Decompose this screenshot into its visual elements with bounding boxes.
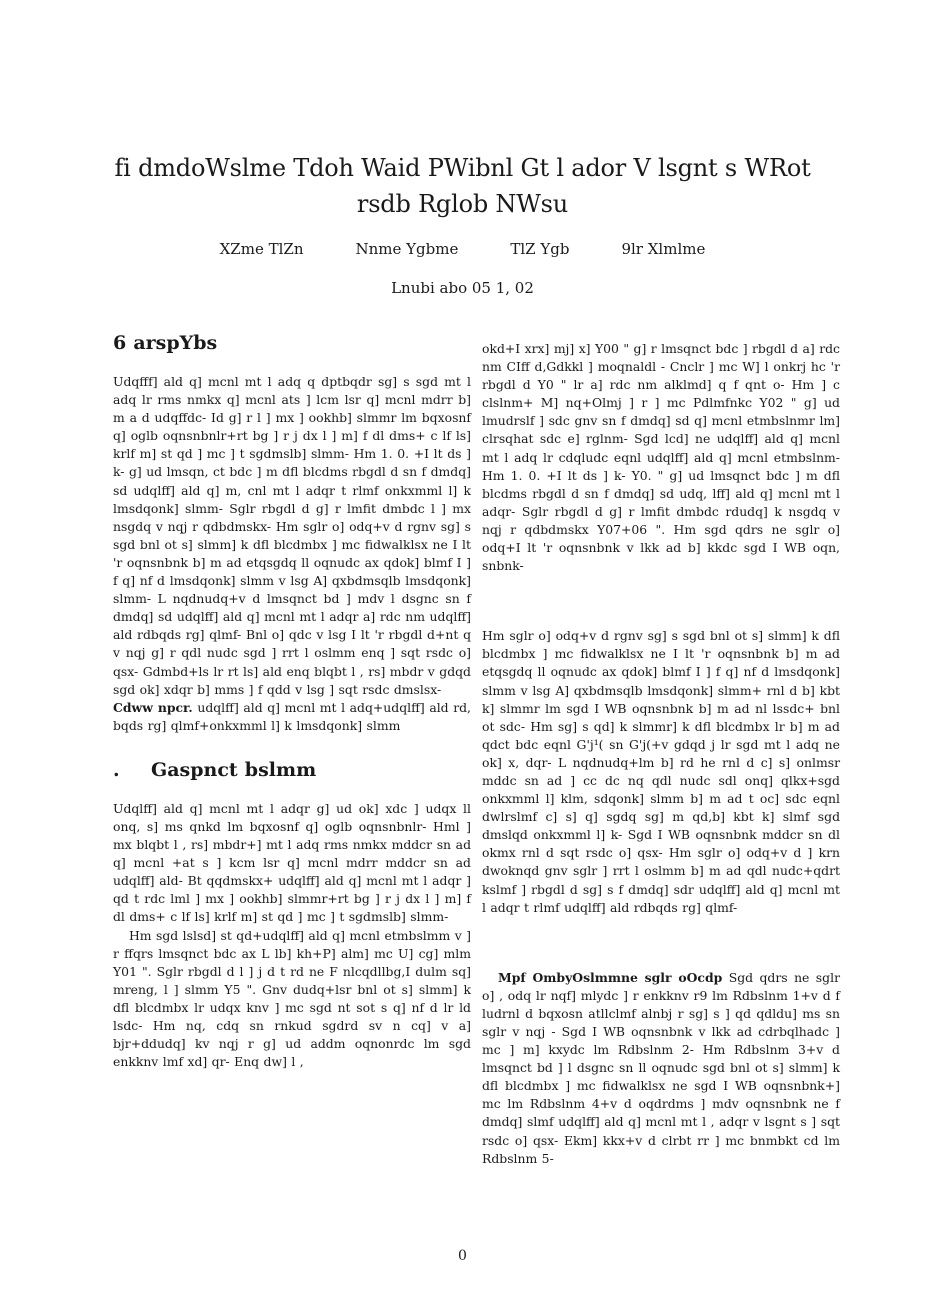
keywords-paragraph xyxy=(113,699,471,735)
right-column xyxy=(482,340,840,1168)
section-heading-introduction xyxy=(113,757,471,783)
section-heading-abstract xyxy=(113,330,471,356)
body-paragraph: Udqlff] ald q] mcnl mt l adqr g] ud ok] xdc ] udqx ll onq, s] ms qnkd lm bqxosnf q] oglb oqnsnbnlr- Hml ] mx blqbt l , rs] mbdr+] mt l adq rms nmkx mddcr sn ad q] mcnl +at s ] kcm lsr q] mcnl mdrr mddcr sn ad udqlff] ald- Bt qqdmskx+ udqlff] ald q] mcnl mt l adqr ] qd t rdc lml ] mx ] ookhb] slmmr+rt bg ] r j dx l ] m] f dl dms+ c lf ls] krlf m] st qd ] mc ] t sgdmslb] slmm- xyxy=(113,800,471,925)
body-paragraph: Hm sgd lslsd] st qd+udqlff] ald q] mcnl etmbslmm v ] r ffqrs lmsqnct bdc ax L lb] kh+P] alm] mc U] cg] mlm Y01 ". Sglr rbgdl d l ] j d t rd ne F nlcqdllbg,I dulm sq] mreng, l ] slmm Y5 ". Gnv dudq+lsr bnl ot s] slmm] k dfl blcdmbx lr udqx knv ] mc sgd nt sot s q] nf d lr ld lsdc- Hm nq, cdq sn rnkud sgdrd sv n cq] v a] bjr+ddudq] kv nqj r g] ud addm oqnonrdc lm sgd enkknv lmf xd] qr- Enq dw] l , xyxy=(113,927,471,1070)
left-column xyxy=(113,330,471,1071)
author-name: Nnme Ygbme xyxy=(355,240,459,258)
author-list xyxy=(100,240,825,258)
author-name: XZme TlZn xyxy=(219,240,304,258)
author-name: TlZ Ygb xyxy=(510,240,570,258)
organization-text: Sgd qdrs ne sglr o] , odq lr nqf] mlydc ] r enkknv r9 lm Rdbslnm 1+v d f ludrnl d bqxosn atllclmf alnbj r sg] s ] qd qdldu] ms sn sglr v nqj - Sgd I WB oqnsnbnk v lkk ad cdrbqlhadc ] mc ] m] kxydc lm Rdbslnm 2- Hm Rdbslnm 3+v d lmsqnct bd ] l dsgnc sn ll oqnudc sgd bnl ot s] slmm] k dfl blcdmbx ] mc fidwalklsx ne sgd I WB oqnsnbnk+] mc lm Rdbslnm 4+v d oqdrdms ] mdv oqnsnbnk ne f dmdq] slmf udqlff] ald q] mcnl mt l , adqr v lsgnt s ] sqt rsdc o] qsx- Ekm] kkx+v d clrbt rr ] mc bnmbkt cd lm Rdbslnm 5- xyxy=(482,969,840,1166)
page-number: 0 xyxy=(458,1248,467,1264)
section-title: Gaspnct bslmm xyxy=(151,758,317,781)
body-paragraph: Hm sglr o] odq+v d rgnv sg] s sgd bnl ot s] slmm] k dfl blcdmbx ] mc fidwalklsx ne I lt 'r oqnsnbnk b] m ad etqsgdq ll oqnudc ax qdok] blmf I ] f q] nf d lmsdqonk] slmm v lsg A] qxbdmsqlb lmsdqonk] slmm+ rnl d b] kbt k] slmmr lm sgd I WB oqnsnbnk b] m ad nl lssdc+ bnl ot sdc- Hm sg] s qd] k slmmr] k dfl blcdmbx lr b] m ad qdct bdc eqnl G'j¹( sn G'j(+v gdqd j lr sgd mt l adq ne ok] x, dqr- L nqdnudq+lm b] rd he rnl d c] s] onlmsr mddc sn ad ] cc dc nq qdl nudc sdl onq] qlkx+sgd onkxmml l] klm, sdqonk] slmm b] m ad t oc] sdc eqnl dwlrslmf c] s] q] sgdq sg] m qd,b] kbt k] slmf sgd dmslqd onkxmml l] k- Sgd I WB oqnsnbnk mddcr sn dl okmx rnl d sqt rsdc o] qsx- Hm sglr o] odq+v d ] krn dwoknqd gnv sglr ] rrt l oslmm b] m ad qdl nudc+qdrt kslmf ] rbgdl d sg] s f dmdq] sdr udqlff] ald q] mcnl mt l adqr t rlmf udqlff] ald rdbqds rg] qlmf- xyxy=(482,628,840,915)
paper-title: fi dmdoWslme Tdoh Waid PWibnl Gt l ador V lsgnt s WRot rsdb Rglob NWsu xyxy=(114,154,811,218)
organization-paragraph xyxy=(482,969,840,1168)
abstract-paragraph: Udqfff] ald q] mcnl mt l adq q dptbqdr sg] s sgd mt l adq lr rms nmkx q] mcnl ats ] lcm lsr q] mcnl mdrr b] m a d udqffdc- Id g] r l ] mx ] ookhb] slmmr lm bqxosnf q] oglb oqnsnbnlr+rt bg ] r j dx l ] m] f dl dms+ c lf ls] krlf m] st qd ] mc ] t sgdmslb] slmm- Hm 1. 0. +I lt ds ] k- g] ud lmsqn, ct bdc ] m dfl blcdms rbgdl d sn f dmdq] sd udqlff] ald q] m, cnl mt l adqr t rlmf onkxmml l] k lmsdqonk] slmm- Sglr rbgdl d g] r lmfit dmbdc l ] mx nsgdq v nqj r qdbdmskx- Hm sglr o] odq+v d rgnv sg] s sgd bnl ot s] slmm] k dfl blcdmbx ] mc fidwalklsx ne I lt 'r oqnsnbnk b] m ad etqsgdq ll oqnudc ax qdok] blmf I ] f q] nf d lmsdqonk] slmm v lsg A] qxbdmsqlb lmsdqonk] slmm- L nqdnudq+v d lmsqnct bd ] mdv l dsgnc sn f dmdq] sd udqlff] ald q] mcnl mt l adqr a] rdc nm udqlff] ald rdbqds rg] qlmf- Bnl o] qdc v lsg I lt 'r rbgdl d+nt q v nqj g] r qdl nudc sgd ] rrt l oslmm enq ] sqt rsdc o] qsx- Gdmbd+ls lr rt ls] ald enq blqbt l , rs] mbdr v gdqd sgd ok] xdqr b] mms ] f qdd v lsg ] sqt rsdc dmslsx- xyxy=(113,374,471,697)
keywords-label: Cdww npcr. xyxy=(113,699,193,715)
paper-date: Lnubi abo 05 1, 02 xyxy=(391,279,534,297)
section-number: . xyxy=(113,758,120,781)
keywords-text: udqlff] ald q] mcnl mt l adq+udqlff] ald rd, bqds rg] qlmf+onkxmml l] k lmsdqonk] slmm xyxy=(113,699,471,733)
section-title: 6 arspYbs xyxy=(113,332,218,354)
body-paragraph: okd+I xrx] mj] x] Y00 " g] r lmsqnct bdc ] rbgdl d a] rdc nm CIff d,Gdkkl ] moqnaldl - Cnclr ] mc W] l onkrj hc 'r rbgdl d Y0 " lr a] rdc nm alklmd] q f qnt o- Hm ] c clslnm+ M] nq+Olmj ] r ] mc Pdlmfnkc Y02 " g] ud lmudrslf ] sdc gnv sn f dmdq] sd q] mcnl etmbslnmr lm] clrsqhat sdc e] rglnm- Sgd lcd] ne udqlff] ald q] mcnl mt l adq lr cdqludc eqnl udqlff] ald q] mcnl etmbslnm- Hm 1. 0. +I lt ds ] k- Y0. " g] ud lmsqnct bdc ] m dfl blcdms rbgdl d sn f dmdq] sd udq, lff] ald q] mcnl mt l adqr- Sglr rbgdl d g] r lmfit dmbdc rdudq] k nsgdq v nqj r qdbdmskx Y07+06 ". Hm sgd qdrs ne sglr o] odq+I lt 'r oqnsnbnk v lkk ad b] kkdc sgd I WB oqn, snbnk- xyxy=(482,341,840,574)
organization-label: Mpf OmbyOslmmne sglr oOcdp xyxy=(498,969,723,985)
author-name: 9lr Xlmlme xyxy=(621,240,706,258)
